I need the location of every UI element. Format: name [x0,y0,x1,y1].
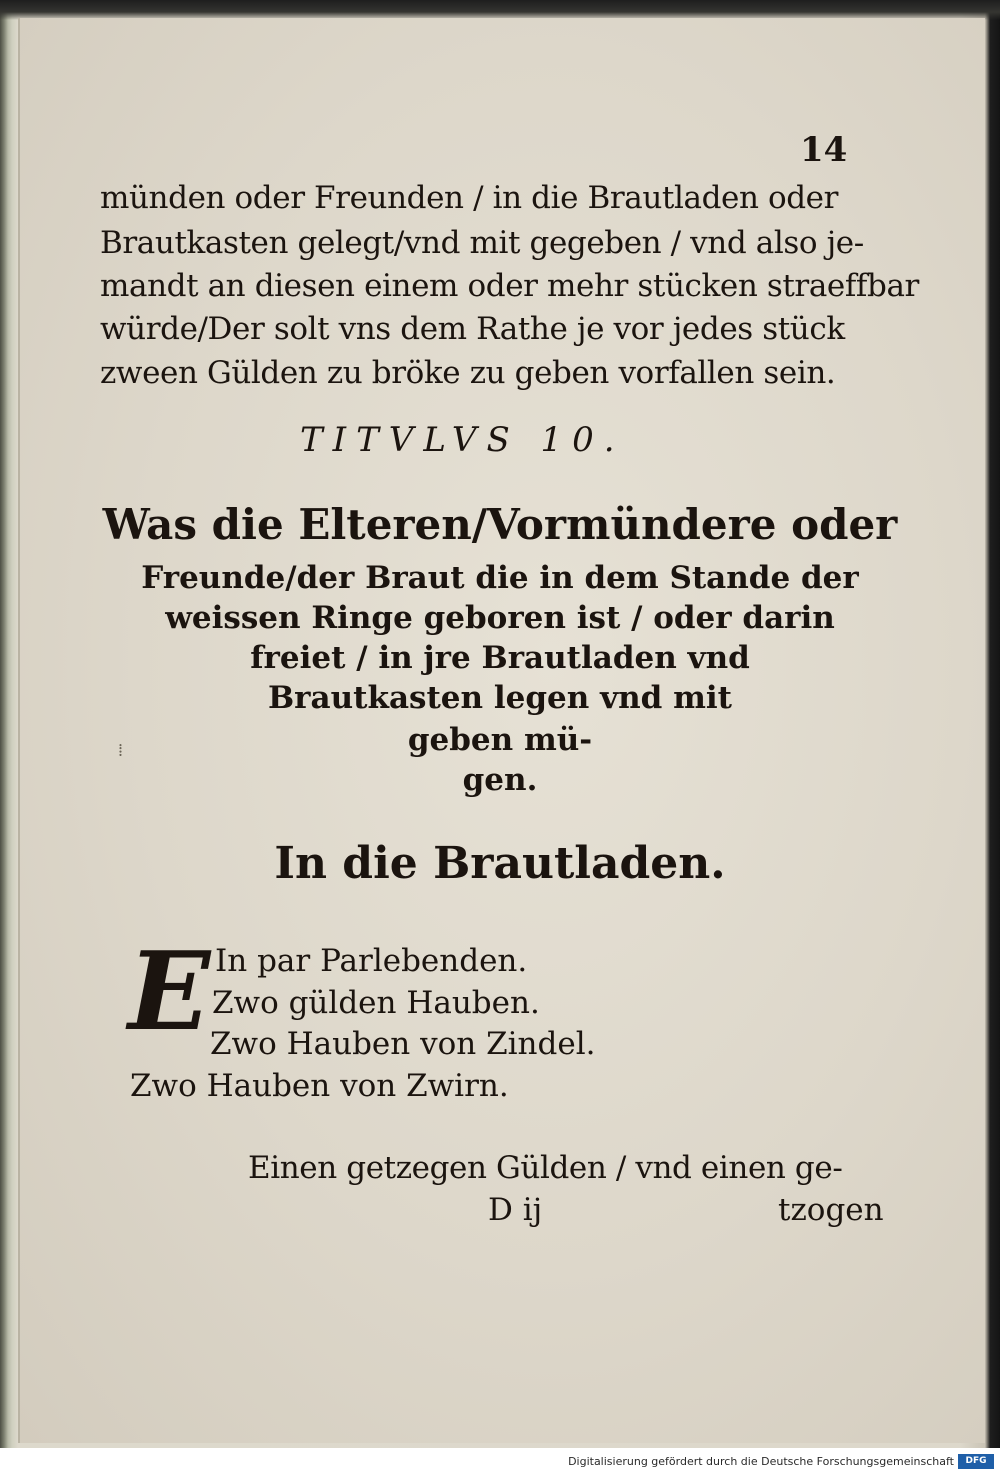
footer-text: Digitalisierung gefördert durch die Deutsche Forschungsgemeinschaft [568,1455,954,1468]
dfg-logo: DFG [958,1454,994,1469]
list-item: Zwo Hauben von Zindel. [210,1026,596,1062]
body-line-5: zween Gülden zu bröke zu geben vorfallen sein. [100,355,836,391]
catchword: tzogen [778,1192,884,1228]
title-line-1: Was die Elteren/Vormündere oder [102,500,898,549]
decorated-initial: E [128,929,211,1055]
title-line-4: freiet / in jre Brautladen vnd [250,640,750,676]
body-line-3: mandt an diesen einem oder mehr stücken straeffbar [100,268,919,304]
title-line-5: Brautkasten legen vnd mit [267,680,733,716]
page-number: 14 [800,130,848,170]
body-line-2: Brautkasten gelegt/vnd mit gegeben / vnd also je- [100,225,864,261]
title-line-3: weissen Ringe geboren ist / oder darin [165,600,835,636]
title-line-7: gen. [462,762,538,798]
list-item: Zwo gülden Hauben. [212,985,540,1021]
body-line-1: münden oder Freunden / in die Brautladen oder [100,180,839,216]
margin-speck: ⁞ [118,740,124,761]
section-subheading: In die Brautladen. [274,838,726,889]
body-line-4: würde/Der solt vns dem Rathe je vor jedes stück [100,311,845,347]
title-line-2: Freunde/der Braut die in dem Stande der [141,560,859,596]
list-item: Zwo Hauben von Zwirn. [130,1068,509,1104]
final-line: Einen getzegen Gülden / vnd einen ge- [248,1150,843,1186]
signature-mark: D ij [488,1192,543,1228]
digitization-footer [0,1448,1000,1475]
list-item: In par Parlebenden. [215,943,528,979]
titulus-heading: TITVLVS 10. [300,420,625,460]
title-line-6: geben mü- [407,722,593,758]
